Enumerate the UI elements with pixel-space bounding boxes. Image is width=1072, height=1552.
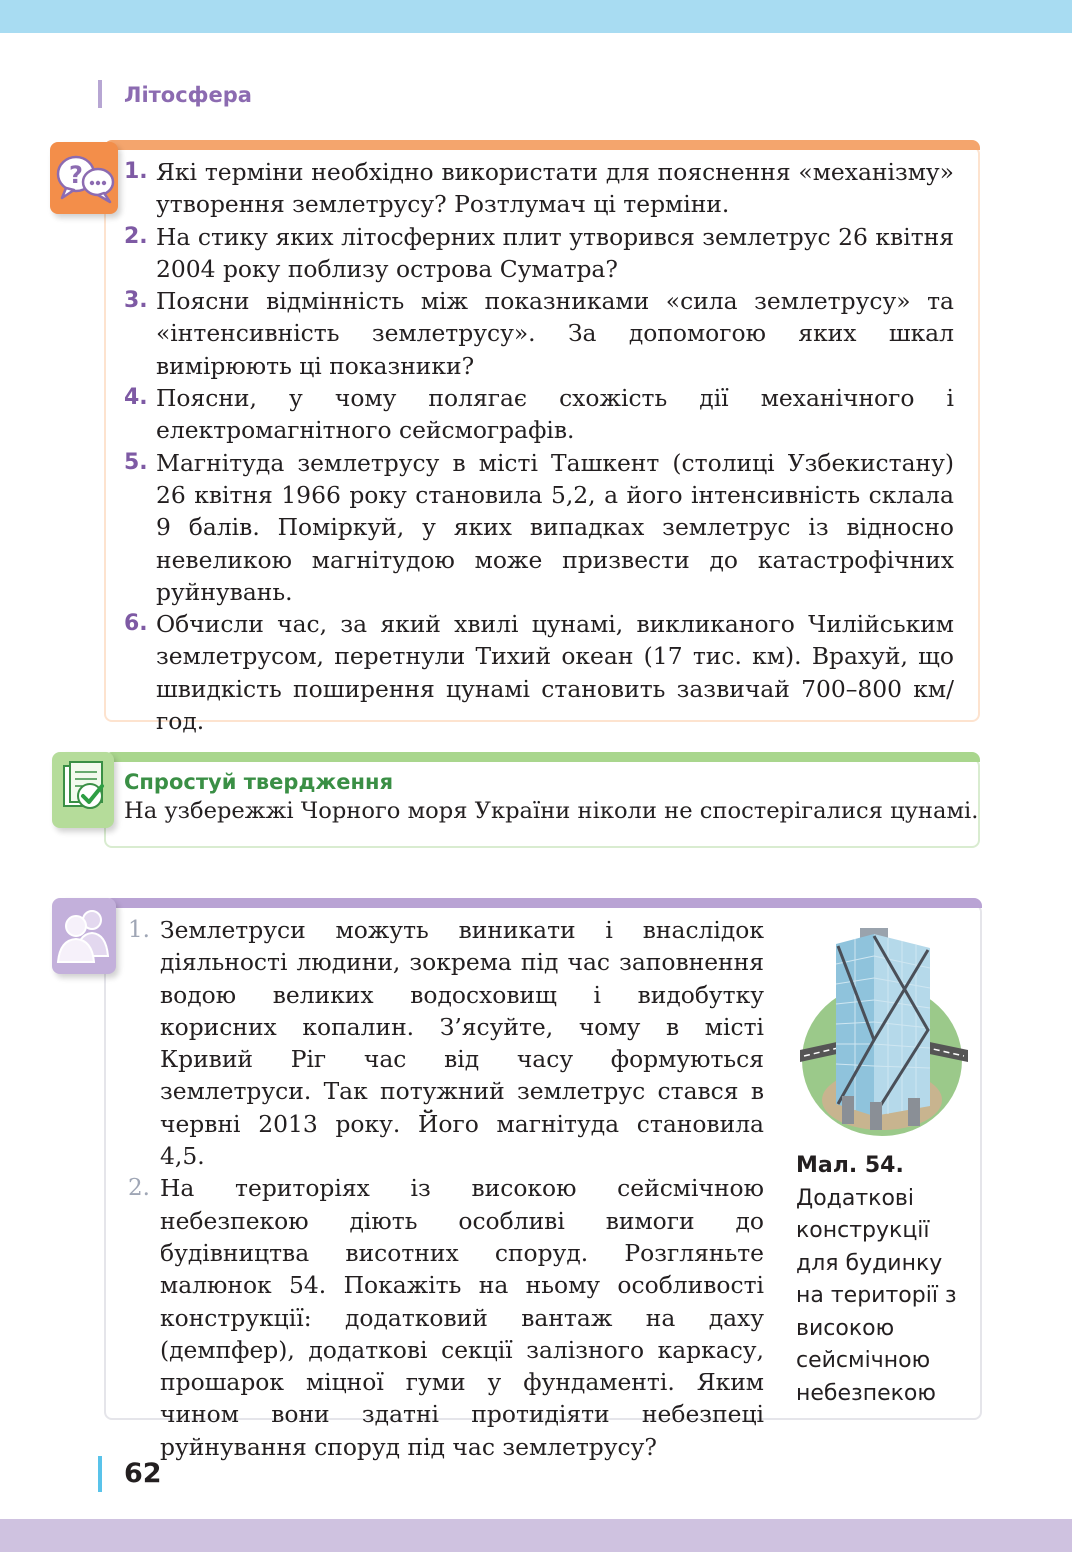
- figure-number: Мал. 54.: [796, 1153, 904, 1178]
- task-number: 1.: [128, 917, 150, 943]
- question-text: Поясни, у чому полягає схожість дії механічного і електромагнітного сейсмографів.: [156, 384, 954, 445]
- top-color-strip: [0, 0, 1072, 33]
- seismic-building-illustration: [796, 920, 972, 1140]
- bottom-color-strip: [0, 1519, 1072, 1552]
- tasks-list: [128, 914, 764, 1463]
- question-number: 6.: [124, 611, 148, 637]
- section-marker: [98, 80, 102, 108]
- question-item: [124, 156, 954, 221]
- task-number: 2.: [128, 1175, 150, 1202]
- figure-caption: [796, 1150, 972, 1410]
- questions-list: [124, 156, 954, 737]
- refute-text: На узбережжі Чорного моря України ніколи не спостерігалися цунамі.: [124, 798, 979, 824]
- page-number: 62: [124, 1458, 162, 1489]
- questions-box: [104, 146, 980, 736]
- question-item: [124, 447, 954, 608]
- svg-text:?: ?: [69, 161, 83, 189]
- refute-statement-box: [104, 758, 980, 848]
- page-number-marker: [98, 1456, 102, 1492]
- question-item: [124, 382, 954, 447]
- question-text: Обчисли час, за який хвилі цунамі, викликаного Чилійським землетрусом, перетнули Тихий океан (17 тис. км). Врахуй, що швидкість поширення цунамі становить зазвичай 700–800 км/год.: [156, 610, 954, 736]
- question-text: На стику яких літосферних плит утворився землетрус 26 квітня 2004 року поблизу острова Суматра?: [156, 222, 954, 283]
- question-text: Магнітуда землетрусу в місті Ташкент (столиці Узбекистану) 26 квітня 1966 року становила 5,2, а його інтенсивність склала 9 балів. Поміркуй, у яких випадках землетрус із відносно невеликою магнітудою може призвести до катастрофічних руйнувань.: [156, 448, 954, 606]
- task-text: На територіях із високою сейсмічною небезпекою діють особливі вимоги до будівництва висотних споруд. Розгляньте малюнок 54. Покажіть на ньому особливості конструкції: додатковий вантаж на даху (демпфер), додаткові секції залізного каркасу, прошарок міцної гуми у фундаменті. Яким чином вони здатні протидіяти небезпеці руйнування споруд під час землетрусу?: [160, 1174, 764, 1461]
- question-number: 4.: [124, 385, 148, 411]
- question-number: 5.: [124, 449, 148, 475]
- question-number: 1.: [124, 159, 148, 184]
- checklist-icon: [52, 752, 114, 828]
- two-people-icon: [52, 898, 116, 974]
- task-item: [128, 914, 764, 1172]
- refute-title: Спростуй твердження: [124, 770, 394, 794]
- question-item: [124, 608, 954, 737]
- question-text: Які терміни необхідно використати для пояснення «механізму» утворення землетрусу? Розтлумач ці терміни.: [156, 158, 954, 219]
- figure-caption-text: Додаткові конструкції для будинку на території з високою сейсмічною небезпекою: [796, 1185, 957, 1406]
- question-number: 3.: [124, 288, 148, 314]
- question-bubbles-icon: [50, 142, 118, 214]
- question-text: Поясни відмінність між показниками «сила землетрусу» та «інтенсивність землетрусу». За допомогою яких шкал вимірюють ці показники?: [156, 287, 954, 380]
- question-item: [124, 285, 954, 382]
- task-text: Землетруси можуть виникати і внаслідок діяльності людини, зокрема під час заповнення водою великих водосховищ і видобутку корисних копалин. З’ясуйте, чому в місті Кривий Ріг час від часу формуються землетруси. Так потужний землетрус стався в червні 2013 року. Його магнітуда становила 4,5.: [160, 916, 764, 1171]
- question-item: [124, 221, 954, 286]
- section-title: Літосфера: [124, 83, 252, 107]
- task-item: [128, 1172, 764, 1463]
- question-number: 2.: [124, 223, 148, 249]
